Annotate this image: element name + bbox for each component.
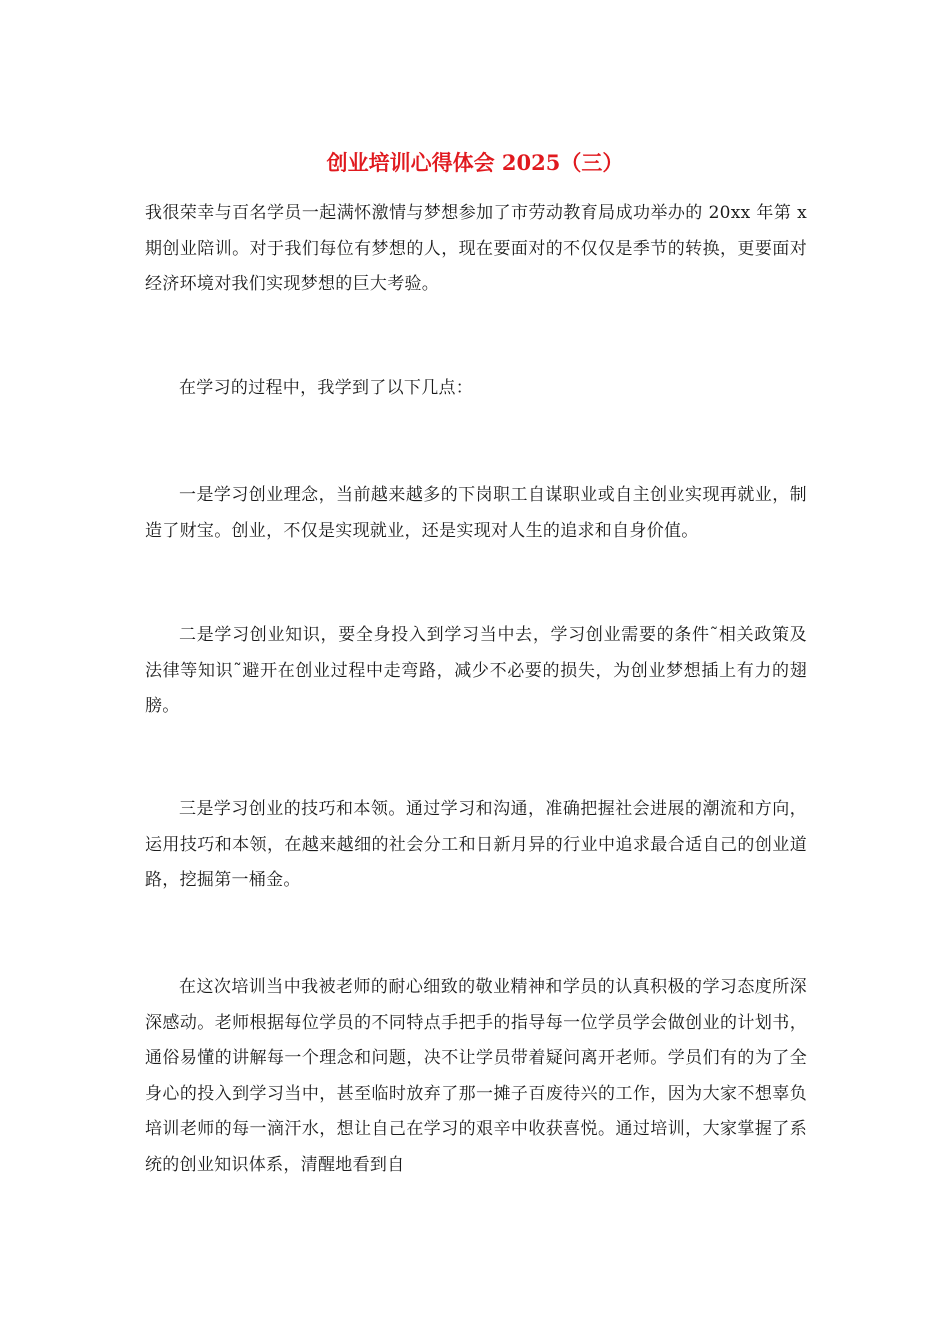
paragraph-training-reflection: 在这次培训当中我被老师的耐心细致的敬业精神和学员的认真积极的学习态度所深深感动。老师根据每位学员的不同特点手把手的指导每一位学员学会做创业的计划书，通俗易懂的讲解每一个理念和问题，决不让学员带着疑问离开老师。学员们有的为了全身心的投入到学习当中，甚至临时放弃了那一摊子百废待兴的工作，因为大家不想辜负培训老师的每一滴汗水，想让自己在学习的艰辛中收获喜悦。通过培训，大家掌握了系统的创业知识体系，清醒地看到自 — [145, 977, 807, 1175]
paragraph-point-two: 二是学习创业知识，要全身投入到学习当中去，学习创业需要的条件˜相关政策及法律等知识˜避开在创业过程中走弯路，减少不必要的损失，为创业梦想插上有力的翅膀。 — [145, 625, 807, 716]
paragraph-learning-points: 在学习的过程中，我学到了以下几点： — [179, 378, 474, 398]
document-title: 创业培训心得体会 2025（三） — [326, 150, 624, 175]
paragraph-intro: 我很荣幸与百名学员一起满怀激情与梦想参加了市劳动教育局成功举办的 20xx 年第 x 期创业陪训。对于我们每位有梦想的人，现在要面对的不仅仅是季节的转换，更要面对经济环境对我们实现梦想的巨大考验。 — [145, 203, 807, 294]
paragraph-point-one: 一是学习创业理念，当前越来越多的下岗职工自谋职业或自主创业实现再就业，制造了财宝。创业，不仅是实现就业，还是实现对人生的追求和自身价值。 — [145, 485, 807, 541]
paragraph-point-three: 三是学习创业的技巧和本领。通过学习和沟通，准确把握社会进展的潮流和方向，运用技巧和本领，在越来越细的社会分工和日新月异的行业中追求最合适自己的创业道路，挖掘第一桶金。 — [145, 799, 807, 890]
